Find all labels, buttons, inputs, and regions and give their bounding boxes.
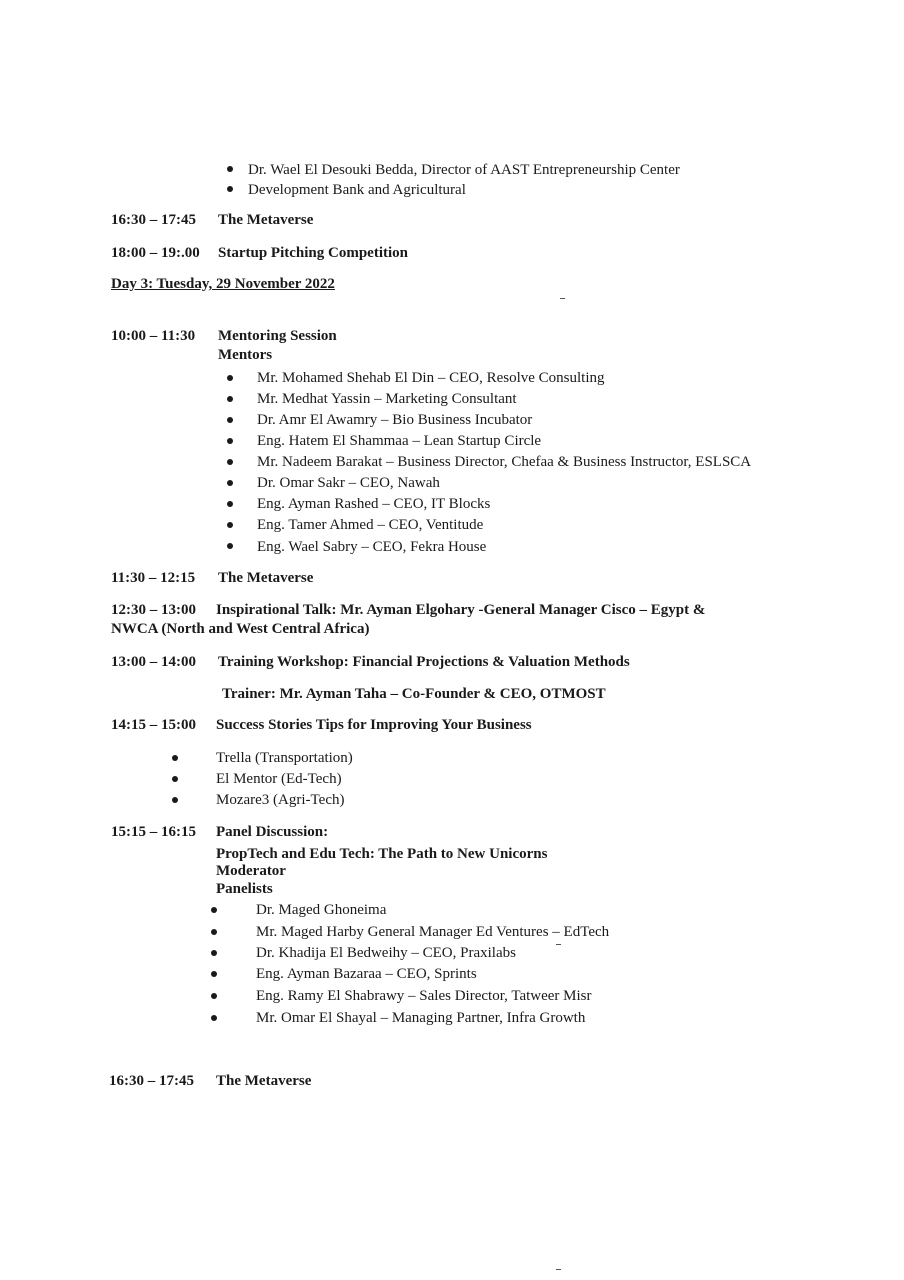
- bullet-icon: [227, 522, 233, 528]
- mentor-item: Eng. Tamer Ahmed – CEO, Ventitude: [257, 517, 484, 533]
- panelist-item: Mr. Omar El Shayal – Managing Partner, Infra Growth: [256, 1010, 586, 1026]
- session-title: The Metaverse: [216, 1073, 312, 1089]
- bullet-icon: [172, 755, 178, 761]
- list-item: Dr. Wael El Desouki Bedda, Director of AAST Entrepreneurship Center: [248, 162, 680, 178]
- list-item: Trella (Transportation): [216, 750, 353, 766]
- session-time: 13:00 – 14:00: [111, 654, 196, 670]
- panelist-item: Eng. Ayman Bazaraa – CEO, Sprints: [256, 966, 477, 982]
- session-time: 15:15 – 16:15: [111, 824, 196, 840]
- session-title: The Metaverse: [218, 212, 314, 228]
- session-title: Inspirational Talk: Mr. Ayman Elgohary -General Manager Cisco – Egypt &: [216, 602, 706, 618]
- session-title: Success Stories Tips for Improving Your Business: [216, 717, 532, 733]
- session-title: Startup Pitching Competition: [218, 245, 409, 261]
- session-time: 11:30 – 12:15: [111, 570, 196, 586]
- bullet-icon: [227, 480, 233, 486]
- list-item: El Mentor (Ed-Tech): [216, 771, 342, 787]
- scan-mark: [560, 298, 565, 299]
- session-time: 16:30 – 17:45: [109, 1073, 194, 1089]
- panelists-label: Panelists: [216, 881, 273, 897]
- bullet-icon: [211, 971, 217, 977]
- panelist-item: Dr. Maged Ghoneima: [256, 902, 387, 918]
- session-title: Training Workshop: Financial Projections & Valuation Methods: [218, 654, 630, 670]
- session-title: Panel Discussion:: [216, 824, 329, 840]
- session-time: 14:15 – 15:00: [111, 717, 196, 733]
- panelist-item: Dr. Khadija El Bedweihy – CEO, Praxilabs: [256, 945, 516, 961]
- list-item: Development Bank and Agricultural: [248, 182, 466, 198]
- bullet-icon: [211, 929, 217, 935]
- list-item: Mozare3 (Agri-Tech): [216, 792, 345, 808]
- day-heading: Day 3: Tuesday, 29 November 2022: [111, 276, 335, 292]
- session-time: 18:00 – 19:.00: [111, 245, 200, 261]
- mentors-label: Mentors: [218, 347, 273, 363]
- session-time: 16:30 – 17:45: [111, 212, 196, 228]
- session-title: The Metaverse: [218, 570, 314, 586]
- mentor-item: Mr. Mohamed Shehab El Din – CEO, Resolve Consulting: [257, 370, 605, 386]
- mentor-item: Eng. Hatem El Shammaa – Lean Startup Circle: [257, 433, 542, 449]
- mentor-item: Eng. Ayman Rashed – CEO, IT Blocks: [257, 496, 491, 512]
- mentor-item: Eng. Wael Sabry – CEO, Fekra House: [257, 539, 487, 555]
- panelist-item: Mr. Maged Harby General Manager Ed Ventures – EdTech: [256, 924, 610, 940]
- bullet-icon: [227, 459, 233, 465]
- scan-mark: [556, 1269, 561, 1270]
- bullet-icon: [227, 375, 233, 381]
- bullet-icon: [172, 797, 178, 803]
- bullet-icon: [227, 396, 233, 402]
- bullet-icon: [211, 950, 217, 956]
- mentor-item: Mr. Medhat Yassin – Marketing Consultant: [257, 391, 517, 407]
- bullet-icon: [211, 907, 217, 913]
- panelist-item: Eng. Ramy El Shabrawy – Sales Director, Tatweer Misr: [256, 988, 592, 1004]
- bullet-icon: [227, 417, 233, 423]
- trainer-line: Trainer: Mr. Ayman Taha – Co-Founder & CEO, OTMOST: [222, 686, 606, 702]
- bullet-icon: [172, 776, 178, 782]
- scan-mark: [556, 944, 561, 945]
- session-time: 10:00 – 11:30: [111, 328, 196, 344]
- mentor-item: Dr. Omar Sakr – CEO, Nawah: [257, 475, 440, 491]
- bullet-icon: [211, 993, 217, 999]
- bullet-icon: [227, 438, 233, 444]
- session-time: 12:30 – 13:00: [111, 602, 196, 618]
- bullet-icon: [227, 543, 233, 549]
- bullet-icon: [227, 186, 233, 192]
- session-title: Mentoring Session: [218, 328, 337, 344]
- bullet-icon: [227, 501, 233, 507]
- bullet-icon: [227, 166, 233, 172]
- session-title-continued: NWCA (North and West Central Africa): [111, 621, 370, 637]
- bullet-icon: [211, 1015, 217, 1021]
- moderator-label: Moderator: [216, 863, 286, 879]
- mentor-item: Mr. Nadeem Barakat – Business Director, Chefaa & Business Instructor, ESLSCA: [257, 454, 752, 470]
- panel-subtitle: PropTech and Edu Tech: The Path to New Unicorns: [216, 846, 548, 862]
- mentor-item: Dr. Amr El Awamry – Bio Business Incubator: [257, 412, 533, 428]
